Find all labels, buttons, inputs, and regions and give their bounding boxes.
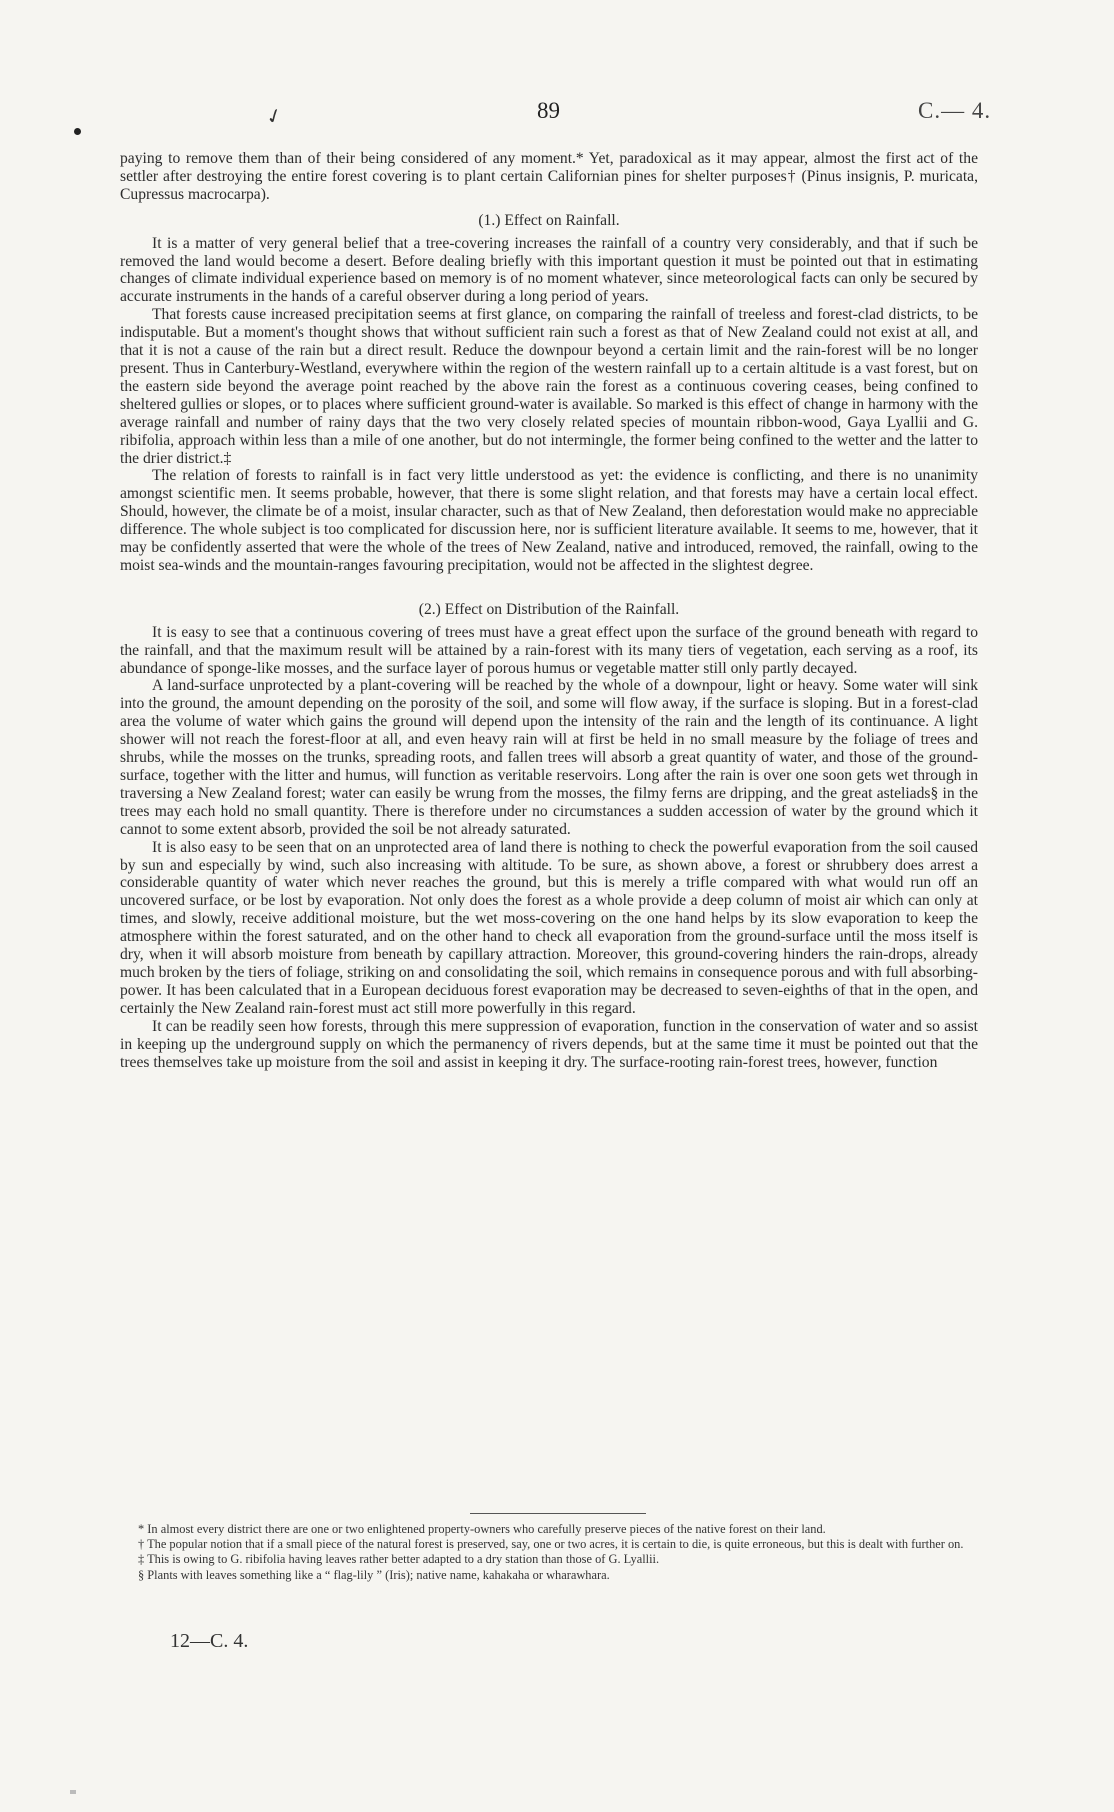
- section-1-paragraph-2: That forests cause increased precipitation seems at first glance, on comparing the rainfall of treeless and forest-clad districts, to be indisputable. But a moment's thought shows that without sufficient rain such a forest as that of New Zealand could not exist at all, and that it is not a cause of the rain but a direct result. Reduce the downpour beyond a certain limit and the rain-forest will be no longer present. Thus in Canterbury-Westland, everywhere within the region of the western rainfall up to a certain altitude is a vast forest, but on the eastern side beyond the average point reached by the above rain the forest as a continuous covering ceases, being confined to sheltered gullies or slopes, or to places where sufficient ground-water is available. So marked is this effect of change in harmony with the average rainfall and number of rainy days that the two very closely related species of mountain ribbon-wood, Gaya Lyallii and G. ribifolia, approach within less than a mile of one another, but do not intermingle, the former being confined to the wetter and the latter to the drier district.‡: [120, 306, 978, 467]
- section-1-title: (1.) Effect on Rainfall.: [478, 211, 620, 229]
- body-text: [120, 150, 978, 1071]
- page-header: [0, 98, 1114, 128]
- footnote-4: § Plants with leaves something like a “ flag-lily ” (Iris); native name, kahakaha or wharawhara.: [138, 1567, 610, 1582]
- document-code: C.— 4.: [918, 98, 992, 123]
- section-2-paragraph-4: It can be readily seen how forests, through this mere suppression of evaporation, function in the conservation of water and so assist in keeping up the underground supply on which the permanency of rivers depends, but at the same time it must be pointed out that the trees themselves take up moisture from the soil and assist in keeping it dry. The surface-rooting rain-forest trees, however, function: [120, 1017, 978, 1071]
- margin-dot-mark: [74, 128, 81, 135]
- section-2-title: (2.) Effect on Distribution of the Rainfall.: [418, 600, 680, 618]
- section-2-paragraph-3: It is also easy to be seen that on an unprotected area of land there is nothing to check the powerful evaporation from the soil caused by sun and especially by wind, such also increasing with altitude. To be sure, as shown above, a forest or shrubbery does arrest a considerable quantity of water which never reaches the ground, but this is merely a trifle compared with what would run off an uncovered surface, or be lost by evaporation. Not only does the forest as a whole provide a deep column of moist air which can only at times, and slowly, receive additional moisture, but the wet moss-covering on the one hand helps by its slow evaporation to keep the atmosphere within the forest saturated, and on the other hand to check all evaporation from the ground-surface until the moss itself is dry, when it will absorb moisture from beneath by capillary attraction. Moreover, this ground-covering hinders the rain-drops, already much broken by the tiers of foliage, striking on and consolidating the soil, which remains in consequence porous and with full absorbing-power. It has been calculated that in a European deciduous forest evaporation may be decreased to seven-eighths of that in the open, and certainly the New Zealand rain-forest must act still more powerfully in this regard.: [120, 838, 978, 1017]
- printer-signature: 12—C. 4.: [170, 1630, 249, 1652]
- opening-paragraph: paying to remove them than of their being considered of any moment.* Yet, paradoxical as it may appear, almost the first act of the settler after destroying the entire forest covering is to plant certain Californian pines for shelter purposes† (Pinus insignis, P. muricata, Cupressus macrocarpa).: [120, 150, 978, 203]
- footnotes: [120, 1522, 978, 1583]
- section-gap: [120, 575, 978, 593]
- footnote-divider: [470, 1513, 646, 1514]
- section-2-paragraph-1: It is easy to see that a continuous covering of trees must have a great effect upon the surface of the ground beneath with regard to the rainfall, and that the maximum result will be attained by a rain-forest with its many tiers of vegetation, each serving as a roof, its abundance of sponge-like mosses, and the surface layer of porous humus or vegetable matter still only partly decayed.: [120, 623, 978, 677]
- page-number: 89: [537, 98, 560, 123]
- footnote-3: ‡ This is owing to G. ribifolia having leaves rather better adapted to a dry station than those of G. Lyallii.: [138, 1552, 660, 1567]
- pencil-tick-mark: ✓: [262, 103, 287, 131]
- footnote-1: * In almost every district there are one or two enlightened property-owners who carefully preserve pieces of the native forest on their land.: [138, 1522, 826, 1536]
- footnote-2: † The popular notion that if a small piece of the natural forest is preserved, say, one or two acres, it is certain to die, is quite erroneous, but this is dealt with further on.: [138, 1537, 964, 1552]
- section-1-paragraph-1: It is a matter of very general belief that a tree-covering increases the rainfall of a country very considerably, and that if such be removed the land would become a desert. Before dealing briefly with this important question it must be pointed out that in estimating changes of climate individual experience based on memory is of no moment whatever, since meteorological facts can only be secured by accurate instruments in the hands of a careful observer during a long period of years.: [120, 234, 978, 306]
- scan-smudge: [70, 1790, 76, 1794]
- section-1-paragraph-3: The relation of forests to rainfall is in fact very little understood as yet: the evidence is conflicting, and there is no unanimity amongst scientific men. It seems probable, however, that there is some slight relation, and that forests may have a certain local effect. Should, however, the climate be of a moist, insular character, such as that of New Zealand, then deforestation would make no appreciable difference. The whole subject is too complicated for discussion here, nor is sufficient literature available. It seems to me, however, that it may be confidently asserted that were the whole of the trees of New Zealand, native and introduced, removed, the rainfall, owing to the moist sea-winds and the mountain-ranges favouring precipitation, would not be affected in the slightest degree.: [120, 467, 978, 574]
- section-2-paragraph-2: A land-surface unprotected by a plant-covering will be reached by the whole of a downpour, light or heavy. Some water will sink into the ground, the amount depending on the porosity of the soil, and some will flow away, if the surface is sloping. But in a forest-clad area the volume of water which gains the ground will depend upon the intensity of the rain and the length of its continuance. A light shower will not reach the forest-floor at all, and even heavy rain will at first be held in no small measure by the foliage of trees and shrubs, while the mosses on the trunks, spreading roots, and fallen trees will absorb a great quantity of water, and those of the ground-surface, together with the litter and humus, will function as veritable reservoirs. Long after the rain is over one soon gets wet through in traversing a New Zealand forest; water can easily be wrung from the mosses, the filmy ferns are dripping, and the great asteliads§ in the trees may each hold no small quantity. There is therefore under no circumstances a sudden accession of water by the ground which it cannot to some extent absorb, provided the soil be not already saturated.: [120, 677, 978, 838]
